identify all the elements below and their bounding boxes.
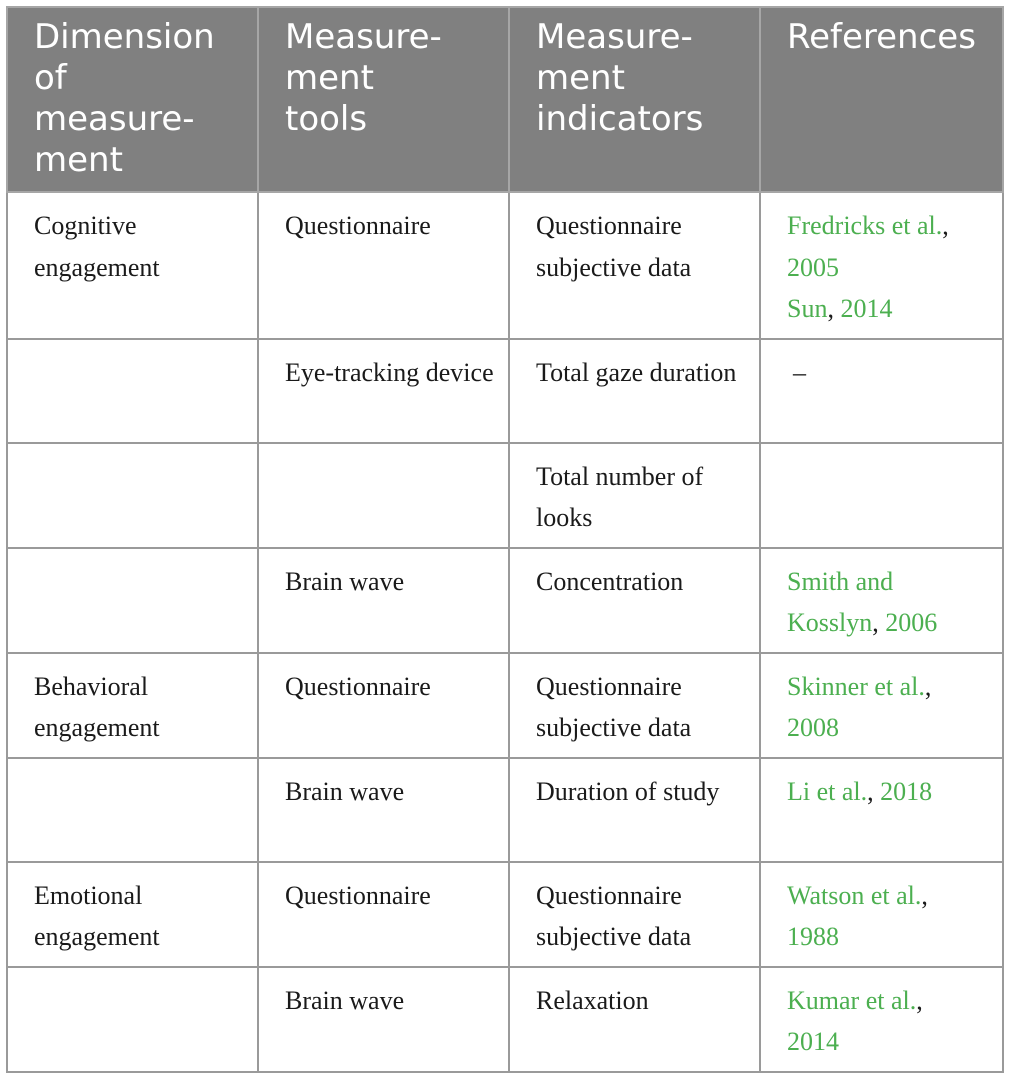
cell-tool: Questionnaire bbox=[258, 862, 509, 967]
cell-references bbox=[760, 862, 1003, 967]
header-dimension-line: ment bbox=[34, 140, 123, 180]
cell-dimension bbox=[7, 339, 258, 443]
table-row bbox=[7, 967, 1003, 1072]
cell-references bbox=[760, 192, 1003, 339]
cell-references bbox=[760, 967, 1003, 1072]
header-tools bbox=[258, 7, 509, 192]
table-row bbox=[7, 862, 1003, 967]
header-tools-line: Measure- bbox=[285, 17, 442, 57]
cell-tool: Brain wave bbox=[258, 967, 509, 1072]
reference-entry bbox=[787, 561, 988, 644]
cell-references bbox=[760, 548, 1003, 653]
header-row bbox=[7, 7, 1003, 192]
cell-tool: Eye-tracking device bbox=[258, 339, 509, 443]
header-dimension-line: measure- bbox=[34, 99, 195, 139]
table-row bbox=[7, 192, 1003, 339]
header-indicators-line: ment bbox=[536, 58, 625, 98]
reference-year-link[interactable]: 2005 bbox=[787, 252, 839, 282]
cell-dimension bbox=[7, 967, 258, 1072]
reference-entry bbox=[787, 247, 988, 289]
reference-year-link[interactable]: 2006 bbox=[885, 608, 938, 637]
reference-separator: , bbox=[921, 880, 928, 910]
reference-separator: , bbox=[867, 776, 881, 806]
reference-separator: , bbox=[872, 608, 886, 637]
reference-placeholder: – bbox=[793, 357, 806, 387]
reference-author-link[interactable]: Skinner et al. bbox=[787, 671, 925, 701]
cell-tool: Brain wave bbox=[258, 548, 509, 653]
cell-indicator: Relaxation bbox=[509, 967, 760, 1072]
header-dimension-line: Dimension bbox=[34, 17, 215, 57]
reference-separator: , bbox=[916, 985, 923, 1015]
reference-entry bbox=[787, 771, 988, 813]
header-indicators bbox=[509, 7, 760, 192]
reference-separator: , bbox=[924, 671, 932, 701]
header-indicators-line: indicators bbox=[536, 99, 704, 139]
cell-tool bbox=[258, 443, 509, 548]
header-dimension-line: of bbox=[34, 58, 67, 98]
cell-dimension bbox=[7, 443, 258, 548]
reference-entry bbox=[787, 875, 988, 917]
reference-year-link[interactable]: 2018 bbox=[880, 776, 933, 806]
cell-indicator: Duration of study bbox=[509, 758, 760, 862]
cell-tool: Questionnaire bbox=[258, 653, 509, 758]
header-tools-line: ment bbox=[285, 58, 374, 98]
cell-tool: Brain wave bbox=[258, 758, 509, 862]
cell-indicator: Questionnaire subjective data bbox=[509, 653, 760, 758]
reference-author-link[interactable]: Li et al. bbox=[787, 776, 868, 806]
header-tools-line: tools bbox=[285, 99, 368, 139]
reference-year-link[interactable]: 2014 bbox=[840, 294, 893, 323]
reference-year-link[interactable]: 2014 bbox=[787, 1027, 839, 1056]
measurement-table bbox=[6, 6, 1004, 1073]
table-body bbox=[7, 192, 1003, 1072]
reference-entry bbox=[787, 288, 988, 330]
cell-indicator: Questionnaire subjective data bbox=[509, 862, 760, 967]
header-indicators-line: Measure- bbox=[536, 17, 693, 57]
reference-entry bbox=[787, 1021, 988, 1063]
table-row bbox=[7, 653, 1003, 758]
reference-separator: , bbox=[827, 294, 841, 323]
cell-indicator: Total gaze duration bbox=[509, 339, 760, 443]
cell-dimension: Emotional engagement bbox=[7, 862, 258, 967]
cell-references bbox=[760, 653, 1003, 758]
cell-references bbox=[760, 758, 1003, 862]
table-header bbox=[7, 7, 1003, 192]
cell-references bbox=[760, 443, 1003, 548]
cell-references bbox=[760, 339, 1003, 443]
reference-author-link[interactable]: Fredricks et al. bbox=[787, 211, 943, 240]
header-references-line: References bbox=[787, 17, 976, 57]
reference-entry bbox=[787, 666, 988, 708]
reference-author-link[interactable]: Smith and Kosslyn bbox=[787, 566, 894, 637]
cell-indicator: Questionnaire subjective data bbox=[509, 192, 760, 339]
cell-dimension: Behavioral engagement bbox=[7, 653, 258, 758]
table-row bbox=[7, 339, 1003, 443]
reference-entry bbox=[787, 916, 988, 958]
table-container bbox=[6, 6, 1004, 1073]
header-dimension bbox=[7, 7, 258, 192]
cell-dimension bbox=[7, 548, 258, 653]
reference-entry bbox=[787, 980, 988, 1022]
reference-entry bbox=[787, 205, 988, 247]
reference-entry bbox=[787, 707, 988, 749]
header-references bbox=[760, 7, 1003, 192]
reference-separator: , bbox=[942, 211, 949, 240]
reference-author-link[interactable]: Sun bbox=[787, 294, 828, 323]
table-row bbox=[7, 758, 1003, 862]
table-row bbox=[7, 548, 1003, 653]
cell-dimension: Cognitive engagement bbox=[7, 192, 258, 339]
reference-year-link[interactable]: 1988 bbox=[787, 922, 839, 951]
cell-dimension bbox=[7, 758, 258, 862]
reference-author-link[interactable]: Kumar et al. bbox=[787, 985, 917, 1015]
cell-indicator: Concentration bbox=[509, 548, 760, 653]
reference-author-link[interactable]: Watson et al. bbox=[787, 880, 922, 910]
reference-year-link[interactable]: 2008 bbox=[787, 713, 839, 742]
cell-indicator: Total number of looks bbox=[509, 443, 760, 548]
table-row bbox=[7, 443, 1003, 548]
cell-tool: Questionnaire bbox=[258, 192, 509, 339]
